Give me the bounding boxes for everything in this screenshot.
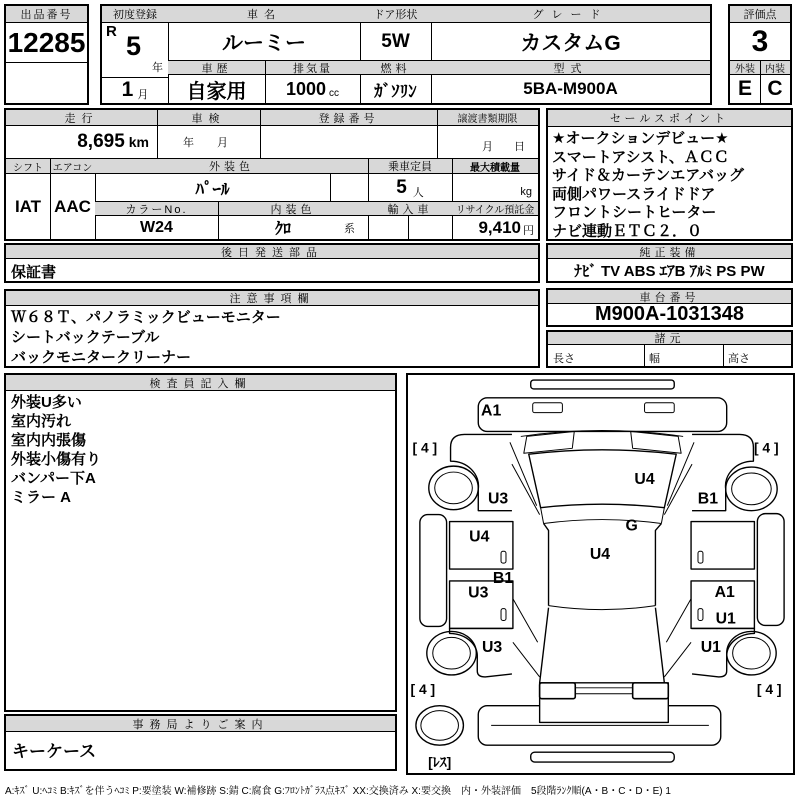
month-unit: 月	[137, 89, 149, 101]
diagram-label: U1	[700, 639, 721, 657]
diagram-label: U1	[715, 610, 736, 628]
diagram-label: U4	[469, 528, 490, 546]
diagram-label: [ 4 ]	[753, 439, 779, 456]
text-line: シートバックテーブル	[11, 329, 160, 346]
car-name-value: ルーミー	[222, 31, 306, 55]
caution-notes-box	[4, 289, 540, 368]
sales-points-label: セールスポイント	[548, 110, 791, 127]
wheel-front-right	[726, 467, 777, 511]
divider	[330, 174, 331, 201]
door-shape-value: 5W	[381, 30, 410, 52]
inspection-label: 車検	[157, 110, 260, 126]
rear-glass-sides	[540, 608, 665, 683]
max-load-label: 最大積載量	[452, 158, 538, 174]
capacity-label: 乗車定員	[368, 158, 452, 174]
wheel-front-left	[429, 466, 478, 510]
grade-label: グレード	[431, 6, 710, 23]
auction-number-label: 出品番号	[6, 6, 87, 23]
car-damage-diagram-box	[406, 373, 795, 775]
factory-equipment-label: 純正装備	[548, 245, 791, 259]
wheel-rear-left-inner	[433, 637, 471, 669]
later-parts-box	[4, 243, 540, 283]
text-line: バックモニタークリーナー	[11, 349, 192, 366]
shift-label: シフト	[6, 158, 50, 174]
side-sill-left	[420, 515, 447, 627]
taillight-right	[633, 683, 669, 699]
inspector-notes-box	[4, 373, 397, 712]
door-handle-front-right	[698, 551, 703, 563]
wheel-rear-left	[427, 631, 476, 675]
factory-equipment-box	[546, 243, 793, 283]
door-shape-label: ドア形状	[360, 6, 431, 23]
wheel-front-right-inner	[732, 473, 772, 505]
year-value: 5	[126, 31, 142, 61]
spare-tire-inner	[421, 711, 459, 741]
mileage-value: 8,695	[77, 131, 125, 152]
mileage-unit: km	[128, 134, 149, 150]
diagram-label: B1	[697, 490, 719, 508]
auction-number-box	[4, 4, 89, 105]
diagram-label: G	[625, 517, 638, 535]
roof-sides	[544, 524, 662, 606]
inspection-hint: 年 月	[183, 137, 234, 149]
diagram-label: A1	[481, 402, 502, 420]
vehicle-header-box	[100, 4, 712, 105]
chassis-number-value: M900A-1031348	[595, 303, 744, 325]
legend-text: A:ｷｽﾞ U:ﾍｺﾐ B:ｷｽﾞを伴うﾍｺﾐ P:要塗装 W:補修跡 S:錆 C:腐食 G:ﾌﾛﾝﾄｶﾞﾗｽ点ｷｽﾞ XX:交換済み X:要交換 内・外装評価 5段階ﾗﾝｸ順(A・B・C・D・E) 1	[5, 786, 671, 797]
divider	[6, 62, 87, 63]
text-line: 外装U多い	[11, 394, 82, 411]
chassis-number-label: 車台番号	[548, 290, 791, 304]
aircon-label: エアコン	[50, 158, 95, 174]
diagram-label: U4	[634, 470, 655, 488]
auction-number-value: 12285	[7, 26, 86, 58]
text-line: サイド＆カーテンエアバッグ	[552, 167, 745, 184]
displacement-unit: cc	[329, 87, 340, 99]
recycle-deposit-label: リサイクル預託金	[452, 201, 538, 216]
c-pillar-fold-left	[513, 599, 540, 677]
door-handle-rear-left	[501, 609, 506, 621]
mileage-cell	[6, 126, 157, 158]
text-line: Ｗ６８Ｔ、パノラミックビューモニター	[11, 309, 281, 326]
office-notice-value: キーケース	[12, 742, 97, 761]
diagram-label: U3	[487, 490, 509, 508]
front-door-right	[691, 522, 754, 570]
car-damage-diagram	[408, 375, 793, 773]
spec-width-label: 幅	[649, 353, 660, 365]
diagram-label: B1	[492, 569, 514, 587]
fender-rear-left	[450, 628, 512, 676]
caution-notes-lines	[11, 308, 281, 368]
model-code-value: 5BA-M900A	[523, 79, 618, 98]
diagram-label: [ 4 ]	[412, 439, 438, 456]
color-no-label: カラーNo.	[95, 201, 218, 216]
text-line: フロントシートヒーター	[552, 204, 717, 221]
displacement-value: 1000	[285, 78, 327, 99]
sales-points-lines	[552, 130, 744, 241]
exterior-grade-label: 外装	[730, 60, 760, 75]
capacity-cell	[368, 174, 452, 201]
details-box	[4, 108, 540, 241]
diagram-label: [ﾚｽ]	[428, 753, 452, 770]
spec-height-label: 高さ	[728, 353, 750, 365]
first-registration-label: 初度登録	[102, 6, 168, 23]
inspector-notes-label: 検査員記入欄	[6, 375, 395, 391]
first-registration-year-cell	[102, 23, 168, 77]
sales-points-box	[546, 108, 793, 241]
cowl-sides	[541, 508, 665, 524]
spare-tire	[416, 706, 464, 746]
model-code-label: 型式	[431, 60, 710, 75]
max-load-unit: kg	[520, 186, 532, 198]
taillight-left	[540, 683, 576, 699]
text-line: ★オークションデビュー★	[552, 130, 729, 147]
registration-number-label: 登録番号	[260, 110, 437, 126]
displacement-label: 排気量	[265, 60, 360, 75]
history-label: 車歴	[168, 60, 265, 75]
later-parts-label: 後日発送部品	[6, 245, 538, 259]
shift-value: IAT	[14, 196, 42, 216]
later-parts-value: 保証書	[11, 264, 57, 281]
score-box	[728, 4, 792, 105]
era-value: R	[106, 23, 117, 40]
c-pillar-fold-right	[664, 599, 691, 677]
registration-number-value	[260, 126, 437, 158]
front-plate-strip	[531, 380, 675, 389]
transfer-deadline-label: 譲渡書類期限	[437, 110, 538, 126]
divider	[644, 345, 645, 366]
exterior-grade-value: E	[737, 77, 752, 100]
interior-grade-value: C	[767, 77, 783, 100]
text-line: スマートアシスト、ＡＣＣ	[552, 148, 729, 166]
import-car-label: 輸入車	[368, 201, 452, 216]
chassis-number-box	[546, 288, 793, 327]
capacity-unit: 人	[412, 186, 424, 199]
wheel-rear-right	[727, 631, 776, 675]
text-line: 室内内張傷	[11, 432, 87, 449]
front-bumper-detail-left	[533, 403, 563, 413]
exterior-color-label: 外装色	[95, 158, 368, 174]
front-bumper	[478, 398, 726, 432]
diagram-label: U3	[468, 584, 489, 602]
text-line: 外装小傷有り	[11, 451, 102, 468]
caution-notes-label: 注意事項欄	[6, 291, 538, 306]
exterior-color-value: ﾊﾟｰﾙ	[195, 180, 230, 199]
score-value: 3	[751, 24, 769, 58]
wheel-rear-right-inner	[733, 637, 771, 669]
inspector-notes-lines	[11, 393, 101, 507]
car-name-label: 車名	[168, 6, 360, 23]
recycle-deposit-value: 9,410	[478, 217, 521, 237]
spec-length-label: 長さ	[553, 353, 575, 365]
cowl-band	[544, 520, 662, 524]
rear-plate-strip	[531, 752, 675, 762]
mileage-label: 走行	[6, 110, 157, 126]
side-sill-right	[757, 514, 784, 626]
rear-glass-top	[549, 606, 656, 610]
text-line: ミラー A	[11, 489, 72, 506]
specs-label: 諸元	[548, 332, 791, 345]
factory-equipment-value: ﾅﾋﾞ TV ABS ｴｱB ｱﾙﾐ PS PW	[574, 262, 765, 280]
diagram-label: U4	[589, 546, 611, 564]
office-notice-box	[4, 714, 397, 771]
wheel-front-left-inner	[435, 472, 473, 504]
door-handle-front-left	[501, 551, 506, 563]
diagram-label: [ 4 ]	[410, 680, 436, 697]
interior-color-suffix: 系	[344, 223, 355, 235]
fuel-value: ｶﾞｿﾘﾝ	[374, 81, 417, 101]
diagram-label: U3	[482, 639, 503, 657]
fuel-label: 燃料	[360, 60, 431, 75]
text-line: 両側パワースライドドア	[552, 185, 716, 203]
door-handle-rear-right	[698, 609, 703, 621]
text-line: バンパー下A	[11, 470, 96, 487]
specs-box	[546, 330, 793, 368]
grade-value: カスタムG	[520, 31, 621, 55]
interior-grade-label: 内装	[760, 60, 790, 75]
month-value: 1	[121, 78, 134, 101]
history-value: 自家用	[186, 80, 247, 103]
divider	[408, 216, 409, 239]
first-registration-month-cell	[102, 77, 168, 103]
transfer-deadline-hint: 月 日	[482, 141, 530, 153]
diagram-label: A1	[714, 583, 735, 601]
displacement-cell	[265, 75, 360, 103]
score-label: 評価点	[730, 6, 790, 23]
front-bumper-detail-right	[645, 403, 675, 413]
diagram-label: [ 4 ]	[756, 680, 782, 697]
office-notice-label: 事務局よりご案内	[6, 716, 395, 732]
recycle-deposit-unit: 円	[523, 224, 534, 237]
text-line: 室内汚れ	[11, 413, 72, 430]
aircon-value: AAC	[54, 196, 91, 216]
year-unit: 年	[152, 62, 163, 74]
recycle-deposit-cell	[452, 216, 538, 239]
text-line: ナビ連動ＥＴＣ２．０	[552, 222, 703, 240]
capacity-value: 5	[396, 176, 407, 198]
interior-color-label: 内装色	[218, 201, 368, 216]
color-no-value: W24	[140, 218, 173, 236]
interior-color-value: ｸﾛ	[274, 221, 291, 238]
divider	[723, 345, 724, 366]
